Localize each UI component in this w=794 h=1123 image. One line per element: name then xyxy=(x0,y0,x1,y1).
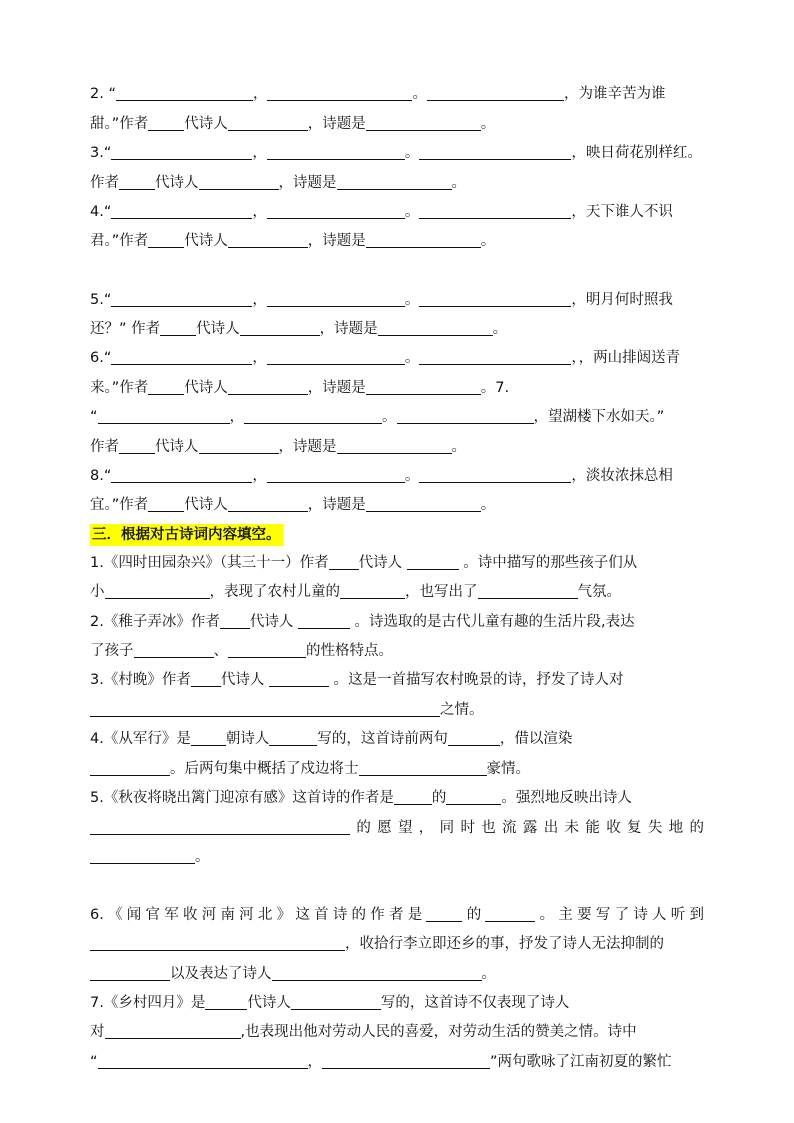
text-line xyxy=(90,378,704,400)
answer-blank[interactable] xyxy=(111,291,252,307)
line-text: ，诗题是 xyxy=(307,116,366,132)
answer-blank[interactable] xyxy=(359,760,487,776)
text-line xyxy=(90,582,704,604)
line-text: 的 xyxy=(431,790,447,806)
text-line xyxy=(90,934,704,956)
line-text: 2. “ xyxy=(90,86,116,102)
answer-blank[interactable] xyxy=(446,789,501,805)
line-text: ， xyxy=(252,204,267,220)
answer-blank[interactable] xyxy=(90,819,350,835)
answer-blank[interactable] xyxy=(90,701,440,717)
text-line xyxy=(90,993,704,1015)
line-text: ,也表现出他对劳动人民的喜爱，对劳动生活的赞美之情。诗中 xyxy=(240,1024,637,1040)
line-text: ，诗题是 xyxy=(307,380,366,396)
answer-blank[interactable] xyxy=(119,174,155,190)
line-text: 作者 xyxy=(90,175,119,191)
answer-blank[interactable] xyxy=(228,642,306,658)
line-text: 君。”作者 xyxy=(90,233,149,249)
answer-blank[interactable] xyxy=(160,320,196,336)
answer-blank[interactable] xyxy=(394,789,432,805)
section-heading: 三．根据对古诗词内容填空。 xyxy=(90,524,283,546)
text-line xyxy=(90,348,704,370)
line-text: 。主要写了诗人听到 xyxy=(535,907,704,923)
answer-blank[interactable] xyxy=(267,349,405,365)
line-text: 甜。”作者 xyxy=(90,116,149,132)
answer-blank[interactable] xyxy=(291,994,381,1010)
text-line xyxy=(90,231,704,253)
answer-blank[interactable] xyxy=(148,232,184,248)
text-line xyxy=(90,818,704,840)
line-text: ，诗题是 xyxy=(319,321,378,337)
line-text: 宜。”作者 xyxy=(90,497,149,513)
answer-blank[interactable] xyxy=(191,671,221,687)
line-text: 2.《稚子弄冰》作者 xyxy=(90,614,220,630)
line-text: 。 xyxy=(451,175,466,191)
line-text: ， xyxy=(252,86,268,102)
line-text: 。 xyxy=(480,233,496,249)
line-text: 的 xyxy=(462,907,486,923)
line-text: 的愿望，同时也流露出未能收复失地的 xyxy=(350,820,704,836)
line-text: 5.《秋夜将晓出篱门迎凉有感》这首诗的作者是 xyxy=(90,790,394,806)
line-text: 、 xyxy=(213,643,228,659)
answer-blank[interactable] xyxy=(111,467,252,483)
text-line xyxy=(90,173,704,195)
line-text: ， xyxy=(252,292,267,308)
answer-blank[interactable] xyxy=(329,554,359,570)
answer-blank[interactable] xyxy=(419,144,571,160)
line-text: 代诗人 xyxy=(220,672,269,688)
text-line xyxy=(90,319,704,341)
line-text: ，映日荷花别样红。 xyxy=(571,145,702,161)
text-line xyxy=(90,84,704,106)
line-text: 。 xyxy=(480,497,496,513)
line-text: 。 xyxy=(404,204,420,220)
answer-blank[interactable] xyxy=(397,408,534,424)
line-text: 6.“ xyxy=(90,350,112,366)
text-line xyxy=(90,759,704,781)
line-text: 代诗人 xyxy=(249,614,298,630)
text-line xyxy=(90,495,704,517)
line-text: 。 xyxy=(382,409,397,425)
answer-blank[interactable] xyxy=(269,730,317,746)
answer-blank[interactable] xyxy=(485,906,535,922)
line-text: 6.《闻官军收河南河北》这首诗的作者是 xyxy=(90,907,427,923)
line-text: 。 xyxy=(412,86,427,102)
line-text: 豪情。 xyxy=(486,761,530,777)
answer-blank[interactable] xyxy=(298,613,350,629)
answer-blank[interactable] xyxy=(105,1023,241,1039)
line-text: 气氛。 xyxy=(577,584,621,600)
line-text: 。这是一首描写农村晚景的诗，抒发了诗人对 xyxy=(328,672,624,688)
line-text: 。诗选取的是古代儿童有趣的生活片段,表达 xyxy=(349,614,635,630)
answer-blank[interactable] xyxy=(267,291,405,307)
answer-blank[interactable] xyxy=(366,232,481,248)
line-text: 代诗人 xyxy=(184,380,228,396)
answer-blank[interactable] xyxy=(105,583,210,599)
text-line xyxy=(90,964,704,986)
answer-blank[interactable] xyxy=(419,349,571,365)
line-text: 代诗人 xyxy=(184,233,228,249)
answer-blank[interactable] xyxy=(267,467,405,483)
line-text: ，表现了农村儿童的 xyxy=(209,584,340,600)
line-text: ，也写出了 xyxy=(405,584,478,600)
line-text: ， xyxy=(252,350,267,366)
line-text: 。 xyxy=(480,116,496,132)
line-text: 7.《乡村四月》是 xyxy=(90,995,206,1011)
text-line xyxy=(90,553,704,575)
line-text: 。 xyxy=(404,145,420,161)
text-line xyxy=(90,670,704,692)
answer-blank[interactable] xyxy=(191,730,226,746)
answer-blank[interactable] xyxy=(378,320,493,336)
line-text: 。诗中描写的那些孩子们从 xyxy=(458,555,638,571)
line-text: 。 xyxy=(481,966,496,982)
line-text: ，明月何时照我 xyxy=(571,292,673,308)
line-text: 5.“ xyxy=(90,292,112,308)
answer-blank[interactable] xyxy=(199,438,279,454)
answer-blank[interactable] xyxy=(116,85,253,101)
answer-blank[interactable] xyxy=(478,583,578,599)
line-text: ”两句歌咏了江南初夏的繁忙 xyxy=(490,1054,672,1070)
line-text: ，诗题是 xyxy=(278,175,337,191)
text-line xyxy=(90,1022,704,1044)
line-text: 写的，这首诗不仅表现了诗人 xyxy=(380,995,570,1011)
text-line xyxy=(90,202,704,224)
answer-blank[interactable] xyxy=(366,379,481,395)
text-line xyxy=(90,407,704,429)
line-text: 以及表达了诗人 xyxy=(170,966,272,982)
line-text: 3.《村晚》作者 xyxy=(90,672,191,688)
line-text: 了孩子 xyxy=(90,643,134,659)
line-text: 。 xyxy=(451,439,466,455)
answer-blank[interactable] xyxy=(90,965,170,981)
answer-blank[interactable] xyxy=(90,848,195,864)
line-text: “ xyxy=(90,409,98,425)
line-text: ，收拾行李立即还乡的事，抒发了诗人无法抑制的 xyxy=(345,936,664,952)
line-text: 4.《从军行》是 xyxy=(90,731,191,747)
answer-blank[interactable] xyxy=(148,496,184,512)
answer-blank[interactable] xyxy=(119,438,155,454)
text-line xyxy=(90,729,704,751)
answer-blank[interactable] xyxy=(199,174,279,190)
answer-blank[interactable] xyxy=(148,115,184,131)
answer-blank[interactable] xyxy=(272,965,482,981)
answer-blank[interactable] xyxy=(419,203,571,219)
text-line xyxy=(90,788,704,810)
line-text: 。 xyxy=(404,292,420,308)
line-text: ， xyxy=(229,409,245,425)
line-text: ，淡妆浓抹总相 xyxy=(571,468,673,484)
answer-blank[interactable] xyxy=(322,1053,490,1069)
line-text: ， xyxy=(252,468,267,484)
answer-blank[interactable] xyxy=(240,320,320,336)
line-text: 小 xyxy=(90,584,105,600)
line-text: 写的，这首诗前两句 xyxy=(317,731,448,747)
text-line xyxy=(90,466,704,488)
text-line xyxy=(90,114,704,136)
answer-blank[interactable] xyxy=(267,203,405,219)
line-text: 来。”作者 xyxy=(90,380,149,396)
line-text: ，诗题是 xyxy=(307,497,366,513)
line-text: 还？” 作者 xyxy=(90,321,161,337)
answer-blank[interactable] xyxy=(426,906,462,922)
answer-blank[interactable] xyxy=(228,379,308,395)
answer-blank[interactable] xyxy=(228,496,308,512)
line-text: 3.“ xyxy=(90,145,112,161)
line-text: 之情。 xyxy=(440,702,484,718)
answer-blank[interactable] xyxy=(111,144,252,160)
answer-blank[interactable] xyxy=(267,144,405,160)
line-text: 代诗人 xyxy=(196,321,240,337)
answer-blank[interactable] xyxy=(220,613,250,629)
answer-blank[interactable] xyxy=(419,467,571,483)
answer-blank[interactable] xyxy=(228,115,308,131)
line-text: ，天下谁人不识 xyxy=(571,204,673,220)
answer-blank[interactable] xyxy=(407,554,459,570)
line-text: 作者 xyxy=(90,439,119,455)
line-text: ，望湖楼下水如天。” xyxy=(533,409,665,425)
line-text: 代诗人 xyxy=(358,555,407,571)
line-text: ，诗题是 xyxy=(278,439,337,455)
text-line xyxy=(90,641,704,663)
answer-blank[interactable] xyxy=(337,438,452,454)
line-text: 8.“ xyxy=(90,468,112,484)
text-line xyxy=(90,905,704,927)
answer-blank[interactable] xyxy=(111,349,252,365)
line-text: 。7. xyxy=(480,380,510,396)
line-text: ， xyxy=(307,1054,323,1070)
answer-blank[interactable] xyxy=(419,291,571,307)
answer-blank[interactable] xyxy=(205,994,247,1010)
line-text: 。 xyxy=(195,849,210,865)
line-text: ，借以渲染 xyxy=(499,731,573,747)
line-text: 。后两句集中概括了戍边将士 xyxy=(170,761,359,777)
answer-blank[interactable] xyxy=(366,115,481,131)
line-text: 的性格特点。 xyxy=(306,643,393,659)
answer-blank[interactable] xyxy=(337,174,452,190)
answer-blank[interactable] xyxy=(134,642,214,658)
answer-blank[interactable] xyxy=(98,408,230,424)
line-text: 。 xyxy=(404,468,420,484)
line-text: 代诗人 xyxy=(155,439,199,455)
text-line xyxy=(90,437,704,459)
text-line xyxy=(90,1052,704,1074)
text-line xyxy=(90,847,704,869)
answer-blank[interactable] xyxy=(448,730,500,746)
line-text: 代诗人 xyxy=(184,116,228,132)
answer-blank[interactable] xyxy=(111,203,252,219)
answer-blank[interactable] xyxy=(340,583,405,599)
line-text: 4.“ xyxy=(90,204,112,220)
line-text: 对 xyxy=(90,1024,105,1040)
answer-blank[interactable] xyxy=(366,496,481,512)
text-line xyxy=(90,290,704,312)
line-text: 朝诗人 xyxy=(225,731,270,747)
line-text: 。 xyxy=(492,321,508,337)
line-text: 。 xyxy=(404,350,420,366)
answer-blank[interactable] xyxy=(267,85,412,101)
line-text: 1.《四时田园杂兴》（其三十一）作者 xyxy=(90,555,329,571)
line-text: 代诗人 xyxy=(155,175,199,191)
line-text: ，为谁辛苦为谁 xyxy=(563,86,666,102)
line-text: ，，两山排闼送青 xyxy=(571,350,681,366)
answer-blank[interactable] xyxy=(269,671,329,687)
answer-blank[interactable] xyxy=(90,935,345,951)
text-line xyxy=(90,700,704,722)
line-text: ， xyxy=(252,145,267,161)
answer-blank[interactable] xyxy=(148,379,184,395)
answer-blank[interactable] xyxy=(228,232,308,248)
answer-blank[interactable] xyxy=(427,85,564,101)
line-text: 。强烈地反映出诗人 xyxy=(501,790,632,806)
line-text: “ xyxy=(90,1054,98,1070)
line-text: 代诗人 xyxy=(247,995,291,1011)
answer-blank[interactable] xyxy=(98,1053,308,1069)
text-line xyxy=(90,143,704,165)
answer-blank[interactable] xyxy=(244,408,382,424)
text-line xyxy=(90,612,704,634)
answer-blank[interactable] xyxy=(90,760,170,776)
line-text: 代诗人 xyxy=(184,497,228,513)
line-text: ，诗题是 xyxy=(307,233,366,249)
